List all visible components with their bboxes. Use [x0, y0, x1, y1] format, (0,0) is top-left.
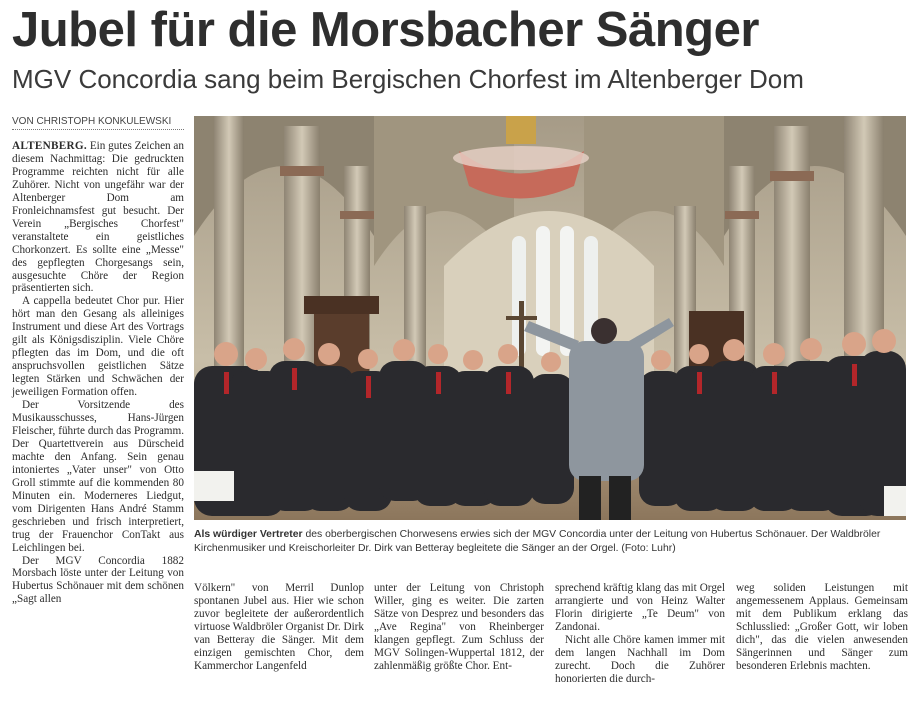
- paragraph: weg soliden Leistungen mit angemessenem Applaus. Gemeinsam mit dem Publikum erklang das Schlusslied: „Großer Gott, wir loben dich", das die vielen anwesenden Sängerinnen und Sänger zum besonderen Erlebnis machten.: [736, 582, 908, 672]
- paragraph: sprechend kräftig klang das mit Orgel arrangierte und von Heinz Walter Florin dirigierte „Te Deum" von Zandonai.: [555, 582, 725, 633]
- article-column-3: [374, 582, 544, 673]
- paragraph: A cappella bedeutet Chor pur. Hier hört man den Gesang als alleiniges Instrument und diese Art des Vortrags gilt als Königsdisziplin. Viele Chöre pflegten das im Dom, und die oft anspruchsvollen geistlichen Sätze legten Stärken und Schwächen der jeweiligen Formation offen.: [12, 295, 184, 399]
- subheadline: MGV Concordia sang beim Bergischen Chorfest im Altenberger Dom: [12, 64, 804, 94]
- paragraph: Der Vorsitzende des Musikausschusses, Hans-Jürgen Fleischer, führte durch das Programm. Der Quartettverein aus Dürscheid machte den Anfang. Sein genau intoniertes „Vater unser" von Otto Groll stimmte auf die kommenden 80 Minuten ein. Moderneres Liedgut, vom Dirigenten Hans André Stamm geschrieben und frisch interpretiert, trug der Frauenchor ConTakt aus Leichlingen bei.: [12, 399, 184, 554]
- paragraph: unter der Leitung von Christoph Willer, ging es weiter. Die zarten Sätze von Desprez und besonders das „Ave Regina" von Rheinberger klangen gepflegt. Zum Schluss der MGV Solingen-Wuppertal 1812, der zahlenmäßig größte Chor. Ent-: [374, 582, 544, 672]
- paragraph: Nicht alle Chöre kamen immer mit dem langen Nachhall im Dom zurecht. Doch die Zuhörer honorierten die durch-: [555, 633, 725, 685]
- article-column-4: [555, 582, 725, 686]
- caption-text: des oberbergischen Chorwesens erwies sich der MGV Concordia unter der Leitung von Hubertus Schönauer. Der Waldbröler Kirchenmusiker und Kreischorleiter Dr. Dirk van Betteray begleitete die Sänger an der Orgel. (Foto: Luhr): [194, 529, 881, 554]
- headline: Jubel für die Morsbacher Sänger: [12, 3, 759, 57]
- paragraph: Völkern" von Merril Dunlop spontanen Jubel aus. Hier wie schon zuvor begleitete der außerordentlich virtuose Waldbröler Organist Dr. Dirk van Betteray die Sänger. Mit dem einzigen gemischten Chor, dem Kammerchor Langenfeld: [194, 582, 364, 672]
- paragraph: Der MGV Concordia 1882 Morsbach löste unter der Leitung von Hubertus Schönauer mit dem schönen „Sagt allen: [12, 554, 184, 606]
- article-column-1: [12, 140, 184, 606]
- paragraph-text: Ein gutes Zeichen an diesem Nachmittag: Die gedruckten Programme reichten nicht für alle Zuhörer. Nicht von ungefähr war der Altenberger Dom am Fronleichnamsfest gut besucht. Der Verein „Bergisches Chorfest" veranstaltete ein geistliches Chorkonzert. Es sollte eine „Messe" des gepflegten Chorgesangs sein, ausgesuchte Chöre der Region präsentierten sich.: [12, 140, 184, 295]
- byline: VON CHRISTOPH KONKULEWSKI: [12, 116, 184, 130]
- choir-photo: [194, 116, 906, 520]
- dateline: ALTENBERG.: [12, 140, 88, 152]
- photo-caption: [194, 528, 908, 556]
- paragraph: [12, 140, 184, 295]
- article-column-5: [736, 582, 908, 673]
- article-column-2: [194, 582, 364, 673]
- caption-lead: Als würdiger Vertreter: [194, 529, 303, 540]
